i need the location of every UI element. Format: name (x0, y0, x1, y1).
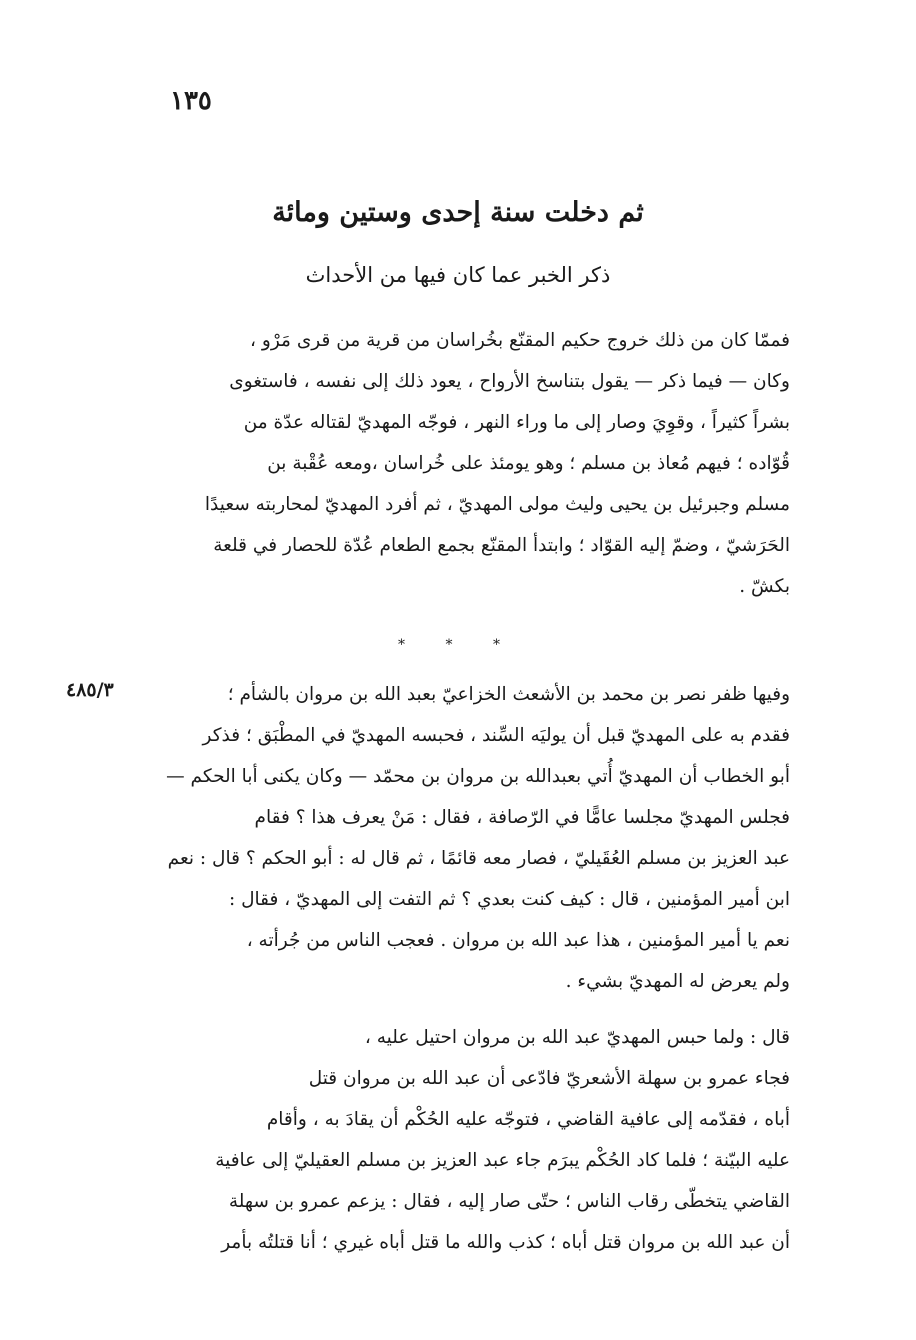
text-line: مسلم وجبرئيل بن يحيى وليث مولى المهديّ ، ثم أفرد المهديّ لمحاربته سعيدًا (204, 494, 790, 515)
text-line: فجلس المهديّ مجلسا عامًّا في الرّصافة ، فقال : مَنْ يعرف هذا ؟ فقام (254, 807, 790, 828)
section-separator: * * * (398, 637, 518, 653)
text-line: وكان — فيما ذكر — يقول بتناسخ الأرواح ، يعود ذلك إلى نفسه ، فاستغوى (229, 371, 790, 392)
text-line: وفيها ظفر نصر بن محمد بن الأشعث الخزاعيّ بعبد الله بن مروان بالشأم ؛ (227, 684, 790, 705)
margin-reference: ٤٨٥/٣ (66, 679, 114, 701)
text-line: أبو الخطاب أن المهديّ أُتي بعبدالله بن مروان بن محمّد — وكان يكنى أبا الحكم — (166, 766, 790, 787)
chapter-title: ثم دخلت سنة إحدى وستين ومائة (272, 197, 644, 228)
text-line: قال : ولما حبس المهديّ عبد الله بن مروان احتيل عليه ، (364, 1027, 790, 1048)
paragraph-3 (158, 1017, 790, 1263)
text-line: فقدم به على المهديّ قبل أن يوليَه السِّند ، فحبسه المهديّ في المطْبَق ؛ فذكر (202, 725, 790, 746)
text-line: عليه البيّنة ؛ فلما كاد الحُكْم يبرَم جاء عبد العزيز بن مسلم العقيليّ إلى عافية (215, 1150, 790, 1171)
chapter-subtitle: ذكر الخبر عما كان فيها من الأحداث (305, 263, 611, 287)
paragraph-2 (158, 674, 790, 1002)
text-line: القاضي يتخطّى رقاب الناس ؛ حتّى صار إليه ، فقال : يزعم عمرو بن سهلة (228, 1191, 790, 1212)
text-line: عبد العزيز بن مسلم العُقَيليّ ، فصار معه قائمًا ، ثم قال له : أبو الحكم ؟ قال : نعم (167, 848, 790, 869)
text-line: أباه ، فقدّمه إلى عافية القاضي ، فتوجّه عليه الحُكْم أن يقادَ به ، وأقام (266, 1109, 790, 1130)
text-line: بشراً كثيراً ، وقوِيَ وصار إلى ما وراء النهر ، فوجّه المهديّ لقتاله عدّة من (243, 412, 790, 433)
text-line: فجاء عمرو بن سهلة الأشعريّ فادّعى أن عبد الله بن مروان قتل (308, 1068, 790, 1089)
text-line: قُوّاده ؛ فيهم مُعاذ بن مسلم ؛ وهو يومئذ على خُراسان ،ومعه عُقْبة بن (267, 453, 790, 474)
text-line: بكشّ . (739, 576, 790, 597)
text-line: نعم يا أمير المؤمنين ، هذا عبد الله بن مروان . فعجب الناس من جُرأته ، (246, 930, 790, 951)
text-line: فممّا كان من ذلك خروج حكيم المقنّع بخُراسان من قرية من قرى مَرْو ، (250, 330, 790, 351)
paragraph-1 (158, 320, 790, 607)
text-line: ولم يعرض له المهديّ بشيء . (565, 971, 790, 992)
text-line: الحَرَشيّ ، وضمّ إليه القوّاد ؛ وابتدأ المقنّع بجمع الطعام عُدّة للحصار في قلعة (213, 535, 790, 556)
text-line: أن عبد الله بن مروان قتل أباه ؛ كذب والله ما قتل أباه غيري ؛ أنا قتلتُه بأمر (221, 1232, 790, 1253)
page-number: ١٣٥ (170, 86, 212, 116)
text-line: ابن أمير المؤمنين ، قال : كيف كنت بعدي ؟ ثم التفت إلى المهديّ ، فقال : (228, 889, 790, 910)
